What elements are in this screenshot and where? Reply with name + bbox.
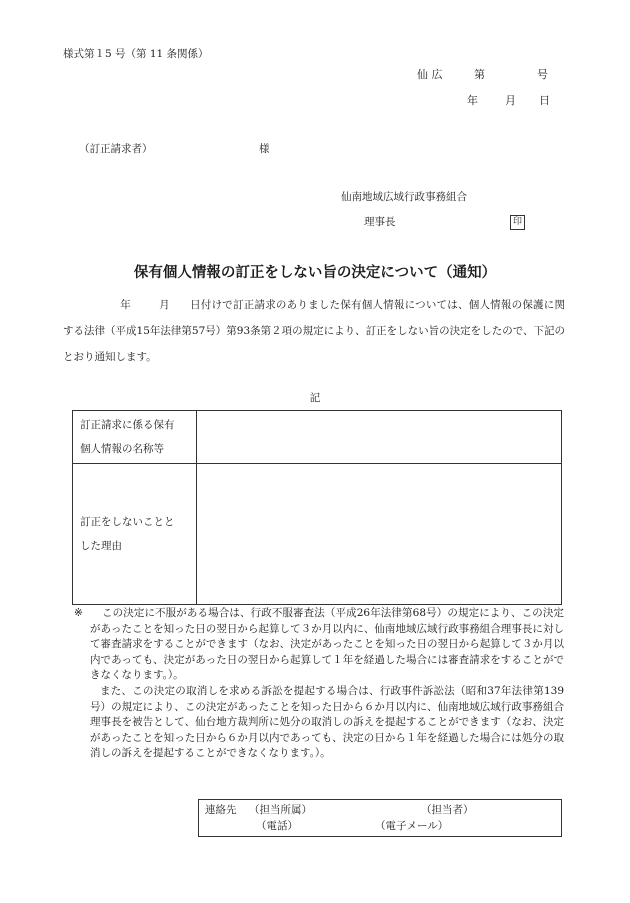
table-row <box>73 411 562 464</box>
recipient-honorific: 様 <box>259 143 270 155</box>
contact-label: 連絡先 <box>205 804 237 816</box>
body-year: 年 <box>120 299 131 311</box>
document-number-go: 号 <box>537 68 548 81</box>
reason-label <box>73 464 197 605</box>
date-day: 日 <box>539 94 550 107</box>
item-name-label <box>73 411 197 464</box>
document-number-prefix: 仙 広 <box>417 68 443 81</box>
table-row <box>73 464 562 605</box>
issue-date <box>460 94 552 108</box>
contact-phone: （電話） <box>256 820 298 832</box>
contact-email: （電子メール） <box>375 820 449 832</box>
note-paragraph-1: この決定に不服がある場合は、行政不服審査法（平成26年法律第68号）の規定により、この決定があったことを知った日の翌日から起算して３か月以内に、仙南地域広域行政事務組合理事長に対して審査請求をすることができます（なお、決定があったことを知った日の翌日から起算して３か月以内であっても、決定があった日の翌日から起算して１年を経過した場合には審査請求をすることができなくなります。）。 <box>90 607 564 682</box>
seal-mark: 印 <box>510 215 525 230</box>
recipient-label: （訂正請求者） <box>79 143 153 155</box>
reason-label-line1: 訂正をしないことと <box>80 516 175 528</box>
reason-value <box>197 464 562 605</box>
decision-table <box>72 410 562 605</box>
reason-label-line2: した理由 <box>80 540 122 552</box>
body-text: 日付けで訂正請求のありました保有個人情報については、個人情報の保護に関する法律（平成15年法律第57号）第93条第２項の規定により、訂正をしない旨の決定をしたので、下記のとおり通知します。 <box>63 299 566 363</box>
form-number: 様式第１5 号（第 11 条関係） <box>63 48 209 60</box>
sender-title: 理事長 <box>364 216 396 228</box>
contact-person: （担当者） <box>421 804 474 816</box>
item-name-value <box>197 411 562 464</box>
document-title: 保有個人情報の訂正をしない旨の決定について（通知） <box>133 265 497 281</box>
note-paragraph-2: また、この決定の取消しを求める訴訟を提起する場合は、行政事件訴訟法（昭和37年法律第139号）の規定により、この決定があったことを知った日から６か月以内に、仙南地域広域行政事務組合理事長を被告として、仙台地方裁判所に処分の取消しの訴えを提起することができます（なお、決定があったことを知った日から６か月以内であっても、決定の日から１年を経過した場合には処分の取消しの訴えを提起することができなくなります。）。 <box>90 684 564 760</box>
contact-department: （担当所属） <box>249 804 312 816</box>
item-name-label-line2: 個人情報の名称等 <box>80 443 164 455</box>
body-month: 月 <box>158 299 170 311</box>
document-number-dai: 第 <box>474 68 485 81</box>
body-paragraph <box>63 292 565 370</box>
date-year: 年 <box>467 94 478 107</box>
contact-box <box>198 799 562 837</box>
date-month: 月 <box>505 94 516 107</box>
item-name-label-line1: 訂正請求に係る保有 <box>80 419 175 431</box>
appeal-note <box>74 606 564 762</box>
document-number <box>417 68 553 82</box>
sender-organization: 仙南地域広域行政事務組合 <box>341 191 467 203</box>
ki-heading: 記 <box>309 392 321 404</box>
note-mark: ※ <box>74 607 83 619</box>
